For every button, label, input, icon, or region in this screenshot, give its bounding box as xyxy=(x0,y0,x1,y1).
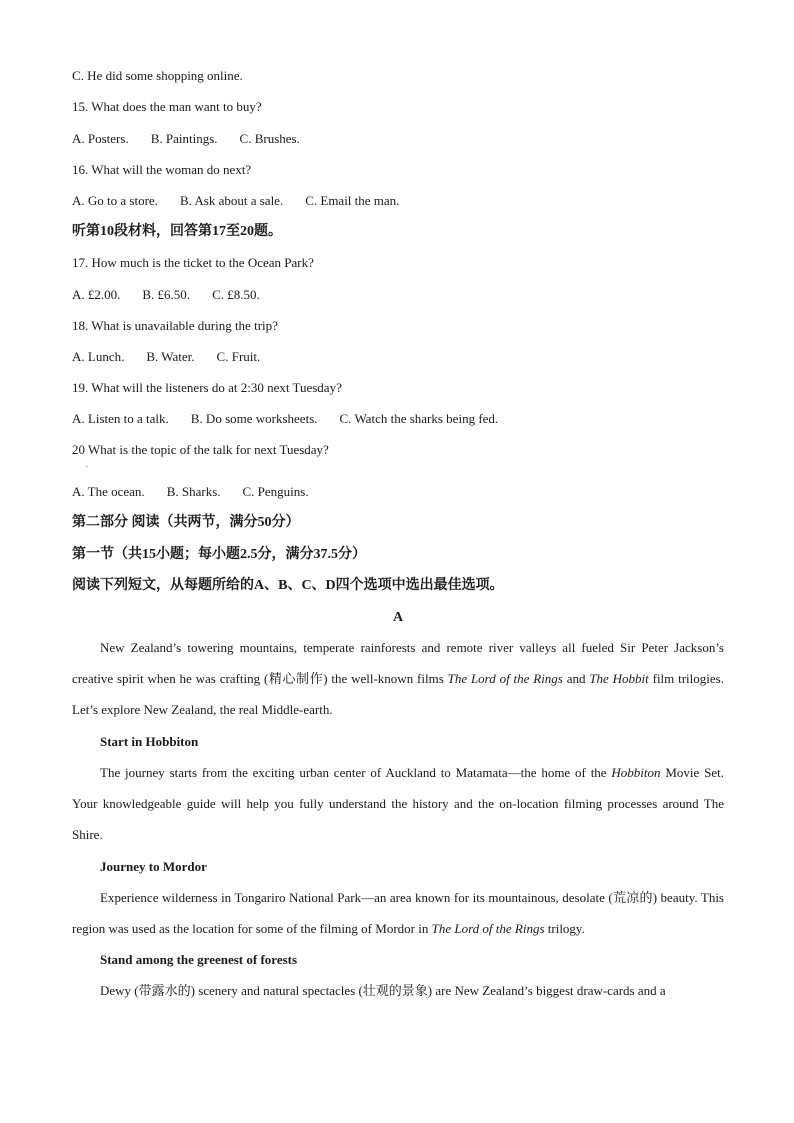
paragraph-1 xyxy=(72,632,724,725)
reading-instruction: 阅读下列短文，从每题所给的A、B、C、D四个选项中选出最佳选项。 xyxy=(72,578,504,593)
film-title-lotr: The Lord of the Rings xyxy=(447,671,563,686)
section-1-heading: 第一节（共15小题；每小题2.5分，满分37.5分） xyxy=(72,547,366,562)
q18-options xyxy=(72,348,260,366)
question-15: 15. What does the man want to buy? xyxy=(72,99,262,114)
q17-option-a: A. £2.00. xyxy=(72,287,121,302)
question-16: 16. What will the woman do next? xyxy=(72,162,252,177)
paragraph-3-text-a: Experience wilderness in Tongariro National Park—an area known for its mountainous, desolate (荒凉的) beauty. This region was used as the location for some of the filming of Mordor in xyxy=(72,890,724,936)
question-18: 18. What is unavailable during the trip? xyxy=(72,318,278,333)
q19-option-b: B. Do some worksheets. xyxy=(190,411,318,426)
q18-option-c: C. Fruit. xyxy=(216,349,261,364)
paragraph-1-text-a: New Zealand’s towering mountains, temperate rainforests and remote river valleys all fueled Sir Peter Jackson’s creative spirit when he was crafting (精心制作) the well-known films xyxy=(72,640,724,686)
q17-option-b: B. £6.50. xyxy=(142,287,191,302)
q17-options xyxy=(72,286,260,304)
q18-option-a: A. Lunch. xyxy=(72,349,125,364)
paragraph-1-text-c: film trilogies. Let’s explore New Zealand, the real Middle-earth. xyxy=(72,671,724,717)
q15-options xyxy=(72,130,300,148)
q16-option-c: C. Email the man. xyxy=(305,193,400,208)
section-heading-mordor: Journey to Mordor xyxy=(100,859,207,874)
section-heading-forests: Stand among the greenest of forests xyxy=(100,952,298,967)
q18-option-b: B. Water. xyxy=(146,349,195,364)
q16-option-a: A. Go to a store. xyxy=(72,193,158,208)
paragraph-2-text-a: The journey starts from the exciting urban center of Auckland to Matamata—the home of the xyxy=(100,765,612,780)
q17-option-c: C. £8.50. xyxy=(212,287,260,302)
question-19: 19. What will the listeners do at 2:30 next Tuesday? xyxy=(72,380,342,395)
q20-option-a: A. The ocean. xyxy=(72,484,145,499)
section-10-heading: 听第10段材料，回答第17至20题。 xyxy=(72,224,282,239)
q14-option-c: C. He did some shopping online. xyxy=(72,68,243,83)
q15-option-c: C. Brushes. xyxy=(239,131,300,146)
film-title-hobbit: The Hobbit xyxy=(589,671,649,686)
paragraph-4: Dewy (带露水的) scenery and natural spectacles (壮观的景象) are New Zealand’s biggest draw-cards and a xyxy=(100,983,666,998)
q16-option-b: B. Ask about a sale. xyxy=(179,193,284,208)
paragraph-1-text-b: and xyxy=(562,671,590,686)
q19-option-a: A. Listen to a talk. xyxy=(72,411,169,426)
hobbiton-title: Hobbiton xyxy=(611,765,661,780)
q19-options xyxy=(72,410,498,428)
paragraph-3-text-b: trilogy. xyxy=(544,921,585,936)
q15-option-b: B. Paintings. xyxy=(150,131,218,146)
question-20: 20 What is the topic of the talk for next Tuesday? xyxy=(72,442,329,457)
paragraph-2-text-b: Movie Set. Your knowledgeable guide will help you fully understand the history and the on-location filming processes around The Shire. xyxy=(72,765,724,842)
stray-dot: . xyxy=(86,460,88,469)
q16-options xyxy=(72,192,399,210)
q15-option-a: A. Posters. xyxy=(72,131,129,146)
question-17: 17. How much is the ticket to the Ocean Park? xyxy=(72,255,314,270)
q20-option-c: C. Penguins. xyxy=(242,484,309,499)
q19-option-c: C. Watch the sharks being fed. xyxy=(339,411,499,426)
paragraph-3 xyxy=(72,882,724,944)
q20-option-b: B. Sharks. xyxy=(166,484,221,499)
paragraph-2 xyxy=(72,757,724,850)
film-title-lotr-2: The Lord of the Rings xyxy=(431,921,545,936)
section-heading-hobbiton: Start in Hobbiton xyxy=(100,734,199,749)
passage-title: A xyxy=(392,610,404,625)
q20-options xyxy=(72,483,309,501)
part-2-heading: 第二部分 阅读（共两节，满分50分） xyxy=(72,515,300,530)
